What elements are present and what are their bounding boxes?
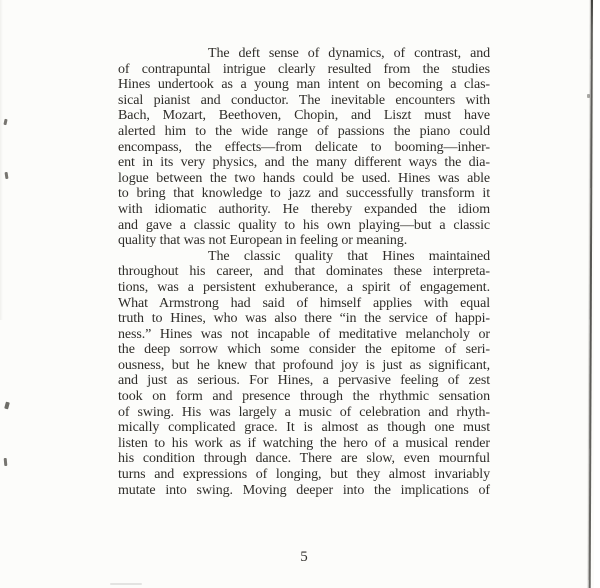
page-edge-line <box>589 0 594 588</box>
text-line: to bring that knowledge to jazz and successfully transform it <box>118 186 490 202</box>
text-line: mutate into swing. Moving deeper into the implications of <box>118 482 490 498</box>
text-line: sical pianist and conductor. The inevitable encounters with <box>118 92 490 108</box>
scan-right-margin <box>594 0 600 588</box>
text-line: logue between the two hands could be used. Hines was able <box>118 170 490 186</box>
text-line: of contrapuntal intrigue clearly resulted from the studies <box>118 61 490 77</box>
text-line: truth to Hines, who was also there “in the service of happi- <box>118 311 490 327</box>
text-line: his condition through dance. There are slow, even mournful <box>118 451 490 467</box>
scan-left-edge-shading <box>0 0 3 320</box>
ink-speck <box>4 402 10 410</box>
scan-smudge <box>110 583 142 585</box>
text-line: alerted him to the wide range of passions the piano could <box>118 123 490 139</box>
text-line: quality that was not European in feeling or meaning. <box>118 233 408 249</box>
text-line: ousness, but he knew that profound joy is just as significant, <box>118 357 490 373</box>
ink-speck <box>4 458 8 466</box>
text-line: The deft sense of dynamics, of contrast, and <box>208 46 490 61</box>
ink-speck <box>587 94 590 98</box>
text-line: The classic quality that Hines maintained <box>208 248 490 264</box>
text-line: with idiomatic authority. He thereby expanded the idiom <box>118 201 490 217</box>
text-line: and gave a classic quality to his own playing—but a classic <box>118 217 490 233</box>
text-line: took on form and presence through the rhythmic sensation <box>118 389 490 405</box>
text-line: of swing. His was largely a music of celebration and rhyth- <box>118 404 490 420</box>
text-block <box>118 46 490 498</box>
page-number: 5 <box>300 549 308 565</box>
text-line: encompass, the effects—from delicate to booming—inher- <box>118 139 490 155</box>
text-line: listen to his work as if watching the hero of a musical render <box>118 435 490 451</box>
text-line: the deep sorrow which some consider the epitome of seri- <box>118 342 490 358</box>
text-line: ness.” Hines was not incapable of meditative melancholy or <box>118 326 490 342</box>
text-line: and just as serious. For Hines, a pervasive feeling of zest <box>118 373 490 389</box>
ink-speck <box>3 119 7 125</box>
text-line: tions, was a persistent exhuberance, a spirit of engagement. <box>118 279 490 295</box>
ink-speck <box>5 172 9 179</box>
text-line: throughout his career, and that dominates these interpreta- <box>118 264 490 280</box>
text-line: What Armstrong had said of himself applies with equal <box>118 295 490 311</box>
text-line: Hines undertook as a young man intent on becoming a clas- <box>118 77 490 93</box>
text-line: mically complicated grace. It is almost as though one must <box>118 420 490 436</box>
text-line: ent in its very physics, and the many different ways the dia- <box>118 155 490 171</box>
text-line: turns and expressions of longing, but they almost invariably <box>118 467 490 483</box>
text-line: Bach, Mozart, Beethoven, Chopin, and Liszt must have <box>118 108 490 124</box>
